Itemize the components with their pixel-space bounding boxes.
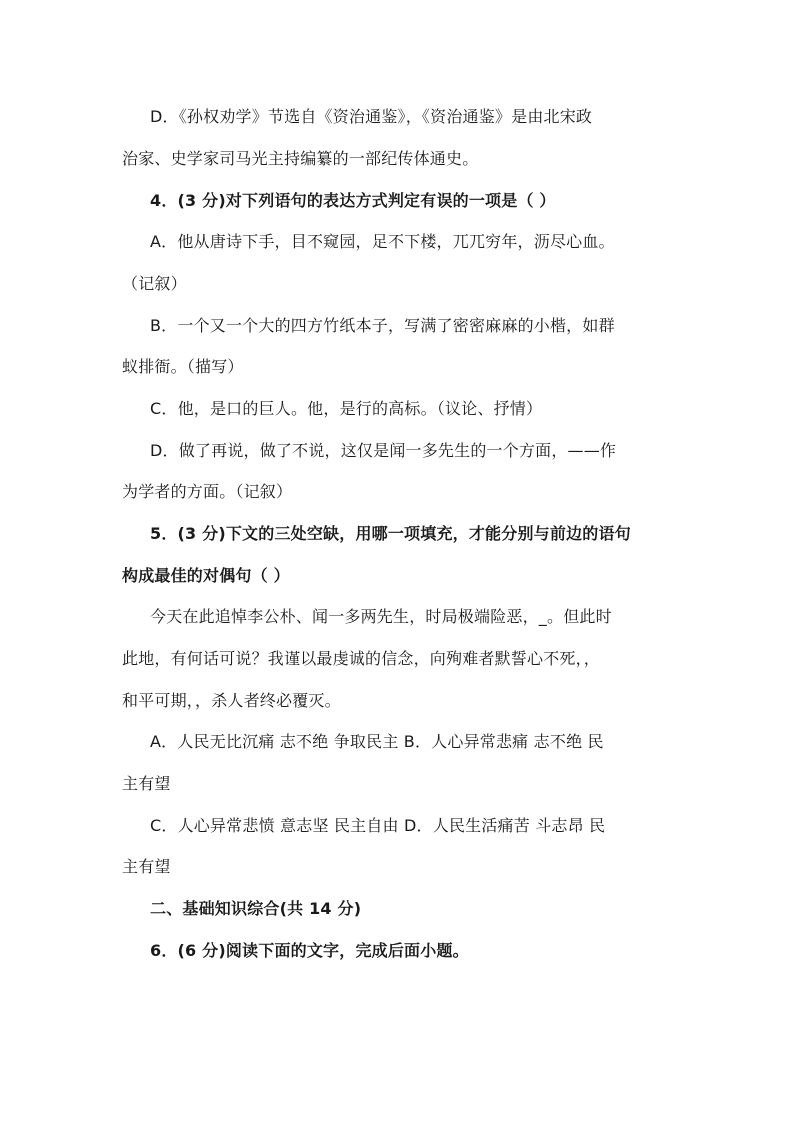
q4-option-a-line1: A．他从唐诗下手，目不窥园，足不下楼，兀兀穷年，沥尽心血。 [150,232,615,251]
q5-passage-line2: 此地，有何话可说？我谨以最虔诚的信念，向殉难者默誓心不死，， [122,649,601,668]
q4-option-c: C．他，是口的巨人。他，是行的高标。（议论、抒情） [150,399,543,418]
q3-option-d-line1: D．《孙权劝学》节选自《资治通鉴》，《资治通鉴》是由北宋政 [150,107,593,126]
q5-options-cd-line1: C．人心异常悲愤 意志坚 民主自由 D．人民生活痛苦 斗志昂 民 [150,816,606,835]
q5-passage-line1: 今天在此追悼李公朴、闻一多两先生，时局极端险恶，_。但此时 [150,607,612,626]
q4-option-d-line2: 为学者的方面。（记叙） [122,482,293,501]
q5-options-ab-line2: 主有望 [122,774,171,793]
q5-options-cd-line2: 主有望 [122,857,171,876]
question-4-title: 4．(3 分)对下列语句的表达方式判定有误的一项是（ ） [150,191,556,210]
q5-options-ab-line1: A．人民无比沉痛 志不绝 争取民主 B．人心异常悲痛 志不绝 民 [150,732,604,751]
question-5-title-line2: 构成最佳的对偶句（ ） [122,566,290,585]
q4-option-a-line2: （记叙） [122,274,187,293]
question-5-title-line1: 5．(3 分)下文的三处空缺，用哪一项填充，才能分别与前边的语句 [150,524,631,543]
q3-option-d-line2: 治家、史学家司马光主持编纂的一部纪传体通史。 [122,149,479,168]
question-6-title: 6．(6 分)阅读下面的文字，完成后面小题。 [150,941,469,960]
q4-option-b-line2: 蚁排衙。（描写） [122,357,244,376]
q4-option-d-line1: D．做了再说，做了不说，这仅是闻一多先生的一个方面，——作 [150,441,617,460]
q4-option-b-line1: B．一个又一个大的四方竹纸本子，写满了密密麻麻的小楷，如群 [150,316,615,335]
q5-passage-line3: 和平可期，，杀人者终必覆灭。 [122,691,341,710]
section-2-heading: 二、基础知识综合(共 14 分) [150,899,362,918]
